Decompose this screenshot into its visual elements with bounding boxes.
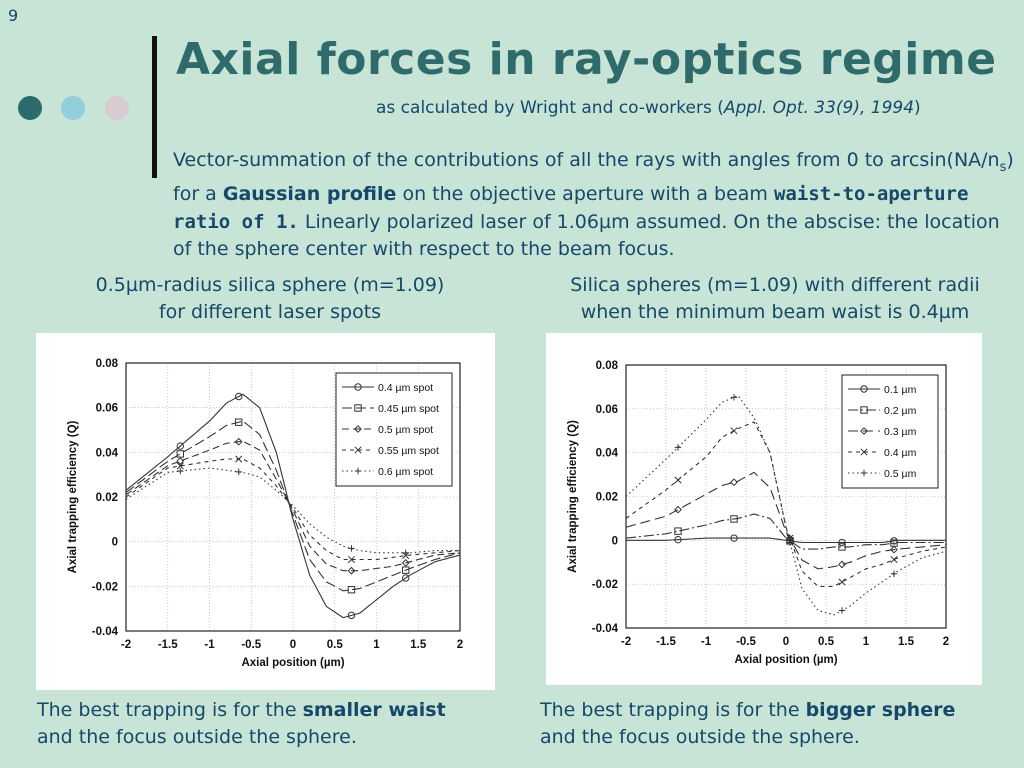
series-line-2	[626, 514, 946, 549]
left-footnote-text: The best trapping is for the	[37, 699, 303, 721]
y-tick-label: 0.04	[95, 447, 118, 460]
slide-number: 9	[8, 6, 19, 25]
right-footnote-bold: bigger sphere	[805, 699, 956, 721]
subtitle-reference: Appl. Opt. 33(9), 1994	[723, 98, 915, 118]
x-tick-label: 1.5	[410, 639, 427, 651]
y-tick-label: 0.08	[595, 360, 618, 372]
y-tick-label: 0.02	[595, 491, 618, 504]
x-tick-label: -1.5	[157, 639, 178, 651]
description-text-4: Linearly polarized laser of 1.06µm assumed. On the abscise: the location of the sphere center with respect to the beam focus.	[173, 210, 1000, 261]
description-text-1: Vector-summation of the contributions of all the rays with angles from 0 to arcsin(NA/n	[173, 149, 1000, 171]
description-bold-1: Gaussian profile	[222, 183, 397, 206]
data-marker	[177, 451, 183, 457]
y-tick-label: 0	[611, 535, 618, 548]
x-tick-label: 1.5	[898, 636, 914, 648]
legend-label: 0.4 µm	[884, 447, 917, 459]
data-marker	[891, 571, 897, 577]
x-tick-label: -1.5	[656, 636, 676, 648]
right-chart-panel	[546, 333, 982, 685]
legend-label: 0.3 µm	[884, 426, 917, 438]
right-caption-line-1: Silica spheres (m=1.09) with different radii	[570, 274, 980, 296]
y-tick-label: 0.04	[595, 447, 618, 460]
title-divider	[152, 36, 157, 178]
description-subscript: s	[999, 159, 1007, 175]
left-footnote-line-2: and the focus outside the sphere.	[37, 726, 357, 748]
y-tick-label: 0	[111, 536, 118, 549]
y-axis-label: Axial trapping efficiency (Q)	[567, 420, 579, 573]
y-tick-label: -0.02	[591, 579, 618, 592]
data-marker	[675, 477, 681, 483]
x-axis-label: Axial position (µm)	[734, 654, 838, 666]
left-footnote-bold: smaller waist	[302, 699, 446, 721]
slide-subtitle	[376, 98, 921, 118]
x-tick-label: 1	[373, 639, 380, 651]
description-text-3: on the objective aperture with a beam	[396, 183, 774, 206]
right-caption-line-2: when the minimum beam waist is 0.4µm	[580, 301, 970, 323]
left-caption-line-1: 0.5µm-radius silica sphere (m=1.09)	[95, 274, 445, 296]
x-tick-label: -2	[120, 639, 132, 651]
left-chart-panel	[36, 333, 495, 690]
left-chart-caption	[60, 272, 480, 326]
y-tick-label: 0.06	[95, 402, 118, 415]
description-bold-2: waist-to-aperture ratio of 1.	[173, 183, 969, 233]
x-tick-label: 0.5	[818, 636, 834, 648]
left-footnote	[37, 697, 446, 751]
y-axis-label: Axial trapping efficiency (Q)	[67, 420, 79, 574]
decor-dot-1	[18, 96, 42, 120]
x-tick-label: 0.5	[326, 639, 343, 651]
decor-dot-2	[61, 96, 85, 120]
legend-label: 0.5 µm spot	[378, 424, 434, 436]
data-marker	[839, 607, 845, 613]
y-tick-label: 0.02	[95, 492, 118, 504]
x-tick-label: -0.5	[736, 636, 756, 648]
y-tick-label: 0.06	[595, 403, 618, 416]
x-tick-label: -2	[620, 636, 632, 648]
right-chart	[546, 333, 982, 685]
data-marker	[348, 545, 354, 551]
decor-dot-3	[105, 96, 129, 120]
right-footnote-text: The best trapping is for the	[540, 699, 806, 721]
x-tick-label: -1	[204, 639, 215, 651]
left-chart	[36, 333, 495, 690]
data-marker	[731, 428, 737, 434]
description-paragraph	[173, 147, 1018, 264]
subtitle-prefix: as calculated by Wright and co-workers (	[376, 98, 724, 118]
x-tick-label: 1	[862, 636, 870, 648]
x-tick-label: 0	[289, 639, 297, 651]
x-tick-label: 2	[456, 639, 464, 651]
legend-label: 0.5 µm	[884, 468, 917, 480]
legend-label: 0.45 µm spot	[378, 403, 439, 415]
legend-label: 0.55 µm spot	[378, 445, 439, 457]
x-tick-label: -1	[700, 636, 712, 648]
y-tick-label: -0.02	[91, 581, 118, 594]
data-marker	[236, 469, 242, 475]
description-text-2: ) for a	[173, 149, 1014, 206]
data-marker	[675, 506, 681, 512]
y-tick-label: 0.08	[95, 358, 118, 370]
left-caption-line-2: for different laser spots	[158, 301, 382, 323]
legend-label: 0.1 µm	[884, 384, 917, 396]
slide-title: Axial forces in ray-optics regime	[176, 34, 997, 85]
y-tick-label: -0.04	[591, 623, 618, 635]
right-chart-caption	[530, 272, 1020, 326]
data-marker	[839, 561, 845, 567]
right-footnote-line-2: and the focus outside the sphere.	[540, 726, 860, 748]
data-marker	[891, 556, 897, 562]
data-marker	[731, 479, 737, 485]
y-tick-label: -0.04	[91, 626, 118, 638]
data-marker	[731, 394, 737, 400]
legend-label: 0.6 µm spot	[378, 466, 434, 478]
legend-label: 0.2 µm	[884, 405, 917, 417]
x-axis-label: Axial position (µm)	[241, 657, 345, 669]
series-line-1	[626, 538, 946, 542]
subtitle-suffix: )	[914, 98, 921, 118]
x-tick-label: 2	[942, 636, 950, 648]
x-tick-label: 0	[782, 636, 790, 648]
legend-label: 0.4 µm spot	[378, 382, 434, 394]
x-tick-label: -0.5	[241, 639, 262, 651]
right-footnote	[540, 697, 955, 751]
